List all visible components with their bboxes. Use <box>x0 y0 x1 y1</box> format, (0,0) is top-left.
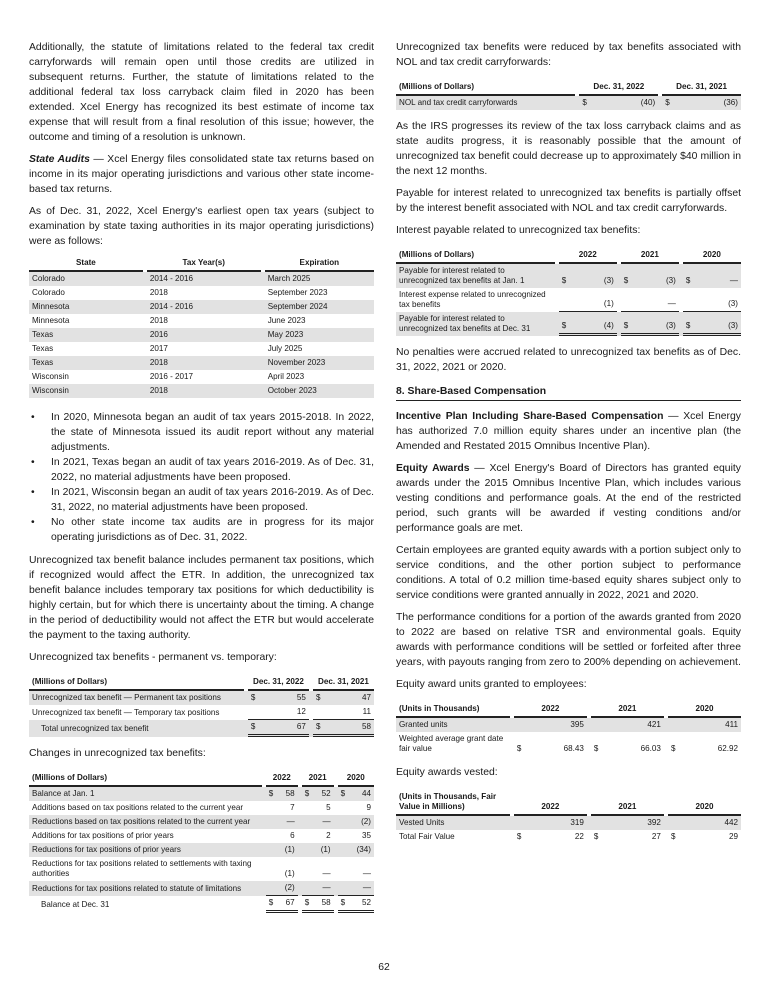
value-2022: (1) <box>282 843 298 857</box>
column-header-label: (Millions of Dollars) <box>396 80 575 96</box>
currency-symbol: $ <box>266 787 282 801</box>
table-row <box>29 815 374 829</box>
column-header-expiration: Expiration <box>265 256 374 272</box>
currency-symbol <box>683 288 699 312</box>
paragraph-nol-intro: Unrecognized tax benefits were reduced by tax benefits associated with NOL and tax credit carryforwards: <box>396 42 741 68</box>
row-label: Weighted average grant date fair value <box>399 734 504 753</box>
currency-symbol: $ <box>621 312 637 336</box>
table-row <box>29 896 374 913</box>
state-audits-text: — Xcel Energy files consolidated state tax returns based on income in its major operating jurisdictions and various other state income-based tax returns. <box>29 154 374 195</box>
row-label: Unrecognized tax benefit — Temporary tax positions <box>32 707 220 717</box>
value-2020: 9 <box>366 803 371 812</box>
value-2021: (1) <box>318 843 334 857</box>
table-row <box>29 370 374 384</box>
currency-symbol <box>266 829 282 843</box>
currency-symbol <box>591 718 607 732</box>
table-row <box>29 356 374 370</box>
column-header-2020: 2020 <box>338 771 374 787</box>
paragraph-open-tax-years: As of Dec. 31, 2022, Xcel Energy's earliest open tax years (subject to examination by state taxing authorities in its major operating jurisdictions) were as follows: <box>29 206 374 247</box>
currency-symbol <box>302 857 318 881</box>
table-row <box>396 264 741 288</box>
bullet-text: In 2021, Wisconsin began an audit of tax years 2016-2019. As of Dec. 31, 2022, no material adjustments have been proposed. <box>51 487 374 513</box>
column-header-2022: 2022 <box>559 248 617 264</box>
currency-symbol <box>668 816 684 830</box>
value-2022: (1) <box>284 869 295 878</box>
cell-expiration: November 2023 <box>265 356 374 370</box>
list-item <box>29 485 374 515</box>
currency-symbol: $ <box>559 264 575 288</box>
column-header-label: (Millions of Dollars) <box>29 675 244 691</box>
value-2020: 62.92 <box>717 744 738 753</box>
value-2022: 58 <box>282 787 298 801</box>
value-2022: (1) <box>575 288 617 312</box>
bullet-text: In 2020, Minnesota began an audit of tax years 2015-2018. In 2022, the state of Minnesota issued its audit report without any material adjustments. <box>51 412 374 453</box>
table-row <box>396 718 741 732</box>
cell-tax-years: 2018 <box>147 384 261 398</box>
cell-expiration: September 2023 <box>267 288 328 297</box>
value-2021: 52 <box>318 787 334 801</box>
column-header-2021: 2021 <box>302 771 334 787</box>
row-label: Additions based on tax positions related to the current year <box>32 803 244 812</box>
cell-tax-years: 2014 - 2016 <box>147 272 261 286</box>
cell-state: Wisconsin <box>32 372 69 381</box>
cell-state: Minnesota <box>29 300 143 314</box>
table-row <box>396 288 741 312</box>
currency-symbol <box>338 815 354 829</box>
list-item <box>29 410 374 455</box>
paragraph-changes-intro: Changes in unrecognized tax benefits: <box>29 748 206 759</box>
cell-tax-years: 2018 <box>149 288 168 297</box>
currency-symbol: $ <box>302 787 318 801</box>
value-2022: — <box>282 815 298 829</box>
value-2020: — <box>354 881 374 896</box>
value-2020: — <box>699 264 741 288</box>
value-2022: 319 <box>530 816 587 830</box>
table-row <box>29 881 374 896</box>
currency-symbol: $ <box>670 744 676 753</box>
currency-symbol <box>591 816 607 830</box>
column-header-dec-2021: Dec. 31, 2021 <box>662 80 741 96</box>
page-number: 62 <box>378 962 390 973</box>
paragraph-interest-offset: Payable for interest related to unrecognized tax benefits is partially offset by the interest benefit associated with NOL and tax credit carryforwards. <box>396 188 741 214</box>
cell-expiration: March 2025 <box>265 272 374 286</box>
cell-expiration: September 2024 <box>265 300 374 314</box>
value-2021: 58 <box>329 720 374 737</box>
currency-symbol <box>338 801 354 815</box>
cell-state: Wisconsin <box>29 384 143 398</box>
value-2021: 392 <box>607 816 664 830</box>
row-label: Reductions for tax positions related to statute of limitations <box>29 881 262 896</box>
paragraph-statute-limitations: Additionally, the statute of limitations related to the federal tax credit carryforwards will remain open until those credits are utilized in subsequent returns. Further, the statute of limitations related to the additional federal tax loss carryback claim filed in 2020 has been extended. Xcel Energy has recognized its best estimate of income tax expense that will result from a final resolution of this issue; however, the outcome and timing of a resolution is unknown. <box>29 42 374 143</box>
paragraph-performance-conditions: The performance conditions for a portion of the awards granted from 2020 to 2022 are based on relative TSR and environmental goals. Equity awards with performance conditions will be settled or forfeited after three years, with payouts ranging from zero to 200% depending on achievement. <box>396 612 741 668</box>
table-row <box>396 96 741 110</box>
bullet-icon: • <box>31 412 35 423</box>
cell-expiration: April 2023 <box>267 372 305 381</box>
table-row <box>29 705 374 720</box>
value-2022: 12 <box>264 705 309 720</box>
currency-symbol: $ <box>621 264 637 288</box>
currency-symbol: $ <box>683 264 699 288</box>
paragraph-incentive-plan <box>396 409 741 454</box>
row-label: Payable for interest related to unrecognized tax benefits at Dec. 31 <box>396 312 555 336</box>
value-2022: (2) <box>282 881 298 896</box>
currency-symbol <box>338 881 354 896</box>
table-row <box>29 328 374 342</box>
list-item <box>29 515 374 545</box>
currency-symbol <box>266 881 282 896</box>
value-2022: 22 <box>574 832 584 841</box>
interest-payable-table <box>396 248 741 336</box>
paragraph-state-audits <box>29 152 374 197</box>
value-2021: — <box>637 288 679 312</box>
row-label: Balance at Jan. 1 <box>29 787 262 801</box>
currency-symbol <box>559 288 575 312</box>
paragraph-irs-review: As the IRS progresses its review of the tax loss carryback claims and as state audits progress, it is reasonably possible that the amount of unrecognized tax benefit could decrease up to approximately $40 million in the next 12 months. <box>396 121 741 177</box>
value-2021: — <box>318 815 334 829</box>
currency-symbol <box>668 718 684 732</box>
row-label: Unrecognized tax benefit — Permanent tax positions <box>29 691 244 705</box>
nol-carryforwards-table <box>396 80 741 110</box>
row-label: Additions for tax positions of prior years <box>32 831 174 840</box>
column-header-dec-2022: Dec. 31, 2022 <box>248 675 309 691</box>
column-header-2022: 2022 <box>514 702 587 718</box>
column-header-tax-years: Tax Year(s) <box>147 256 261 272</box>
value-2020: (3) <box>699 288 741 312</box>
state-tax-years-table <box>29 256 374 398</box>
currency-symbol <box>266 801 282 815</box>
left-column <box>29 40 374 922</box>
value-2021: (3) <box>637 264 679 288</box>
cell-expiration: July 2025 <box>267 344 303 353</box>
currency-symbol <box>338 857 354 881</box>
table-row <box>29 384 374 398</box>
currency-symbol: $ <box>248 691 264 705</box>
value-2022: (3) <box>575 264 617 288</box>
table-row <box>29 272 374 286</box>
currency-symbol <box>338 843 354 857</box>
cell-tax-years: 2014 - 2016 <box>147 300 261 314</box>
column-header-2022: 2022 <box>266 771 298 787</box>
table-row <box>29 801 374 815</box>
row-label: NOL and tax credit carryforwards <box>396 96 575 110</box>
currency-symbol: $ <box>248 720 264 737</box>
value-2022: 7 <box>290 803 295 812</box>
currency-symbol: $ <box>683 312 699 336</box>
value-2022: 395 <box>530 718 587 732</box>
equity-awards-label: Equity Awards <box>396 463 470 474</box>
currency-symbol: $ <box>338 787 354 801</box>
incentive-plan-text: — Xcel Energy has authorized 7.0 million equity shares under an incentive plan (the Amended and Restated 2015 Omnibus Incentive Plan). <box>396 411 741 452</box>
table-row-total <box>29 720 374 737</box>
cell-state: Texas <box>29 356 143 370</box>
cell-tax-years: 2016 <box>147 328 261 342</box>
table-row <box>29 286 374 300</box>
value-2020: 52 <box>354 896 374 913</box>
value-2021: 5 <box>326 803 331 812</box>
value-2022: 67 <box>264 720 309 737</box>
value-2021: 27 <box>651 832 661 841</box>
table-row <box>29 314 374 328</box>
bullet-icon: • <box>31 457 35 468</box>
currency-symbol <box>302 881 318 896</box>
table-row <box>29 843 374 857</box>
table-row <box>396 816 741 830</box>
column-header-2022: 2022 <box>514 790 587 816</box>
table-row <box>29 829 374 843</box>
currency-symbol <box>302 815 318 829</box>
column-header-dec-2022: Dec. 31, 2022 <box>579 80 658 96</box>
value-2022: 68.43 <box>563 744 584 753</box>
currency-symbol: $ <box>302 896 318 913</box>
currency-symbol <box>266 843 282 857</box>
column-header-2021: 2021 <box>591 702 664 718</box>
column-header-label: (Millions of Dollars) <box>396 248 555 264</box>
paragraph-perm-vs-temp-intro: Unrecognized tax benefits - permanent vs. temporary: <box>29 652 277 663</box>
section-heading-share-based-compensation: 8. Share-Based Compensation <box>396 382 741 401</box>
bullet-icon: • <box>31 487 35 498</box>
column-header-2020: 2020 <box>668 702 741 718</box>
cell-expiration: June 2023 <box>267 316 306 325</box>
table-row <box>29 342 374 356</box>
currency-symbol: $ <box>670 832 676 841</box>
value-2020: 44 <box>354 787 374 801</box>
value-2022: (40) <box>595 96 658 110</box>
cell-tax-years: 2016 - 2017 <box>149 372 194 381</box>
currency-symbol: $ <box>559 312 575 336</box>
row-label: Balance at Dec. 31 <box>41 899 110 909</box>
currency-symbol: $ <box>313 691 329 705</box>
cell-state: Colorado <box>29 272 143 286</box>
cell-state: Colorado <box>32 288 65 297</box>
value-2021: (3) <box>637 312 679 336</box>
currency-symbol: $ <box>579 96 595 110</box>
currency-symbol: $ <box>338 896 354 913</box>
row-label: Granted units <box>396 718 510 732</box>
paragraph-unrecognized-balance: Unrecognized tax benefit balance includes permanent tax positions, which if recognized would affect the ETR. In addition, the unrecognized tax benefit balance includes temporary tax positions for which deductibility is highly certain, but for which there is uncertainty about the timing. A change in the period of deductibility would not affect the ETR but would accelerate the payment to the taxing authority. <box>29 555 374 641</box>
column-header-state: State <box>29 256 143 272</box>
currency-symbol: $ <box>516 744 522 753</box>
equity-awards-text: — Xcel Energy's Board of Directors has granted equity awards under the 2015 Omnibus Incentive Plan, which includes various vesting conditions and performance goals. At the end of the restricted period, such grants will be awarded if vesting conditions and/or performance goals are met. <box>396 463 741 534</box>
value-2021: 47 <box>329 691 374 705</box>
value-2020: — <box>362 869 371 878</box>
currency-symbol <box>266 857 282 881</box>
value-2021: 66.03 <box>640 744 661 753</box>
value-2020: (2) <box>354 815 374 829</box>
state-audit-bullet-list <box>29 410 374 545</box>
value-2022: 55 <box>264 691 309 705</box>
value-2022: (4) <box>575 312 617 336</box>
permanent-vs-temporary-table <box>29 675 374 737</box>
paragraph-vested-intro: Equity awards vested: <box>396 767 498 778</box>
column-header-label: (Units in Thousands, Fair Value in Millions) <box>396 790 510 816</box>
cell-expiration: May 2023 <box>265 328 374 342</box>
column-header-label: (Millions of Dollars) <box>29 771 262 787</box>
row-label: Reductions for tax positions of prior years <box>29 843 262 857</box>
value-2022: 67 <box>282 896 298 913</box>
currency-symbol: $ <box>266 896 282 913</box>
cell-state: Texas <box>32 344 54 353</box>
paragraph-interest-intro: Interest payable related to unrecognized tax benefits: <box>396 225 641 236</box>
currency-symbol: $ <box>593 744 599 753</box>
currency-symbol: $ <box>662 96 678 110</box>
value-2021: 11 <box>329 705 374 720</box>
column-header-2020: 2020 <box>683 248 741 264</box>
value-2020: (3) <box>699 312 741 336</box>
value-2021: — <box>322 869 331 878</box>
right-column <box>396 40 741 853</box>
row-label: Payable for interest related to unrecognized tax benefits at Jan. 1 <box>396 264 555 288</box>
incentive-plan-label: Incentive Plan Including Share-Based Compensation <box>396 411 664 422</box>
changes-unrecognized-table <box>29 771 374 913</box>
bullet-icon: • <box>31 517 35 528</box>
cell-tax-years: 2018 <box>147 356 261 370</box>
value-2020: 29 <box>728 832 738 841</box>
row-label: Vested Units <box>396 816 510 830</box>
table-row <box>396 732 741 756</box>
equity-granted-table <box>396 702 741 756</box>
column-header-2021: 2021 <box>621 248 679 264</box>
table-row <box>29 787 374 801</box>
value-2021: 421 <box>607 718 664 732</box>
row-label: Interest expense related to unrecognized tax benefits <box>399 290 546 309</box>
column-header-label: (Units in Thousands) <box>396 702 510 718</box>
value-2020: (34) <box>354 843 374 857</box>
list-item <box>29 455 374 485</box>
bullet-text: In 2021, Texas began an audit of tax years 2016-2019. As of Dec. 31, 2022, no material adjustments have been proposed. <box>51 457 374 483</box>
row-label: Reductions for tax positions related to settlements with taxing authorities <box>32 859 252 878</box>
column-header-2021: 2021 <box>591 790 664 816</box>
column-header-dec-2021: Dec. 31, 2021 <box>313 675 374 691</box>
table-row <box>396 312 741 336</box>
cell-expiration: October 2023 <box>265 384 374 398</box>
row-label: Total Fair Value <box>399 832 455 841</box>
row-label: Reductions based on tax positions related to the current year <box>29 815 262 829</box>
currency-symbol <box>338 829 354 843</box>
paragraph-service-conditions: Certain employees are granted equity awards with a portion subject only to service conditions, and the other portion subject to performance conditions. A total of 0.2 million time-based equity shares subject only to service conditions were granted annually in 2022, 2021 and 2020. <box>396 545 741 601</box>
cell-state: Minnesota <box>32 316 70 325</box>
column-header-2020: 2020 <box>668 790 741 816</box>
value-2021: — <box>318 881 334 896</box>
value-2020: 35 <box>361 831 371 840</box>
value-2022: 6 <box>290 831 295 840</box>
currency-symbol <box>248 705 264 720</box>
table-row <box>29 300 374 314</box>
value-2021: (36) <box>678 96 741 110</box>
paragraph-equity-awards <box>396 461 741 536</box>
currency-symbol <box>313 705 329 720</box>
currency-symbol <box>302 843 318 857</box>
currency-symbol <box>302 801 318 815</box>
value-2020: 442 <box>684 816 741 830</box>
value-2021: 2 <box>326 831 331 840</box>
currency-symbol <box>514 718 530 732</box>
paragraph-no-penalties: No penalties were accrued related to unrecognized tax benefits as of Dec. 31, 2022, 2021 or 2020. <box>396 347 741 373</box>
table-row <box>29 857 374 881</box>
row-label: Total unrecognized tax benefit <box>29 720 244 737</box>
equity-vested-table <box>396 790 741 844</box>
bullet-text: No other state income tax audits are in progress for its major operating jurisdictions as of Dec. 31, 2022. <box>51 517 374 543</box>
cell-tax-years: 2017 <box>149 344 168 353</box>
currency-symbol: $ <box>313 720 329 737</box>
currency-symbol <box>266 815 282 829</box>
currency-symbol <box>621 288 637 312</box>
value-2020: 411 <box>684 718 741 732</box>
cell-tax-years: 2018 <box>149 316 168 325</box>
currency-symbol <box>302 829 318 843</box>
currency-symbol: $ <box>516 832 522 841</box>
table-row <box>29 691 374 705</box>
table-row <box>396 830 741 844</box>
currency-symbol <box>514 816 530 830</box>
paragraph-granted-intro: Equity award units granted to employees: <box>396 679 587 690</box>
value-2021: 58 <box>318 896 334 913</box>
cell-state: Texas <box>29 328 143 342</box>
state-audits-label: State Audits <box>29 154 90 165</box>
currency-symbol: $ <box>593 832 599 841</box>
